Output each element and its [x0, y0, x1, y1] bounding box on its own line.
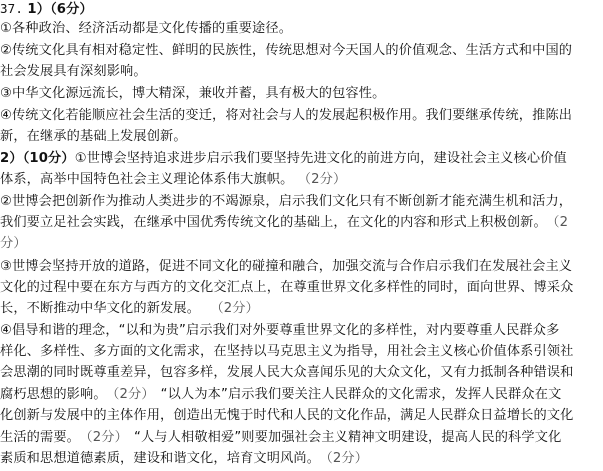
- q2-point-4-line-2: 样化、多样性、多方面的文化需求，在坚持以马克思主义为指导，用社会主义核心价值体系引领社: [0, 344, 574, 359]
- q2-point-1-score: （2分）: [297, 172, 347, 187]
- q2-point-1-text-2: 体系，高举中国特色社会主义理论体系伟大旗帜。: [0, 172, 294, 187]
- q2-point-2-text-2: 我们要立足社会实践，在继承中国优秀传统文化的基础上，在文化的内容和形式上积极创新。: [0, 215, 547, 230]
- q1-point-1: ①各种政治、经济活动都是文化传播的重要途径。: [0, 21, 293, 36]
- q2-point-1-text: ①世博会坚持追求进步启示我们要坚持先进文化的前进方向，建设社会主义核心价值: [74, 151, 567, 166]
- q2-point-2-line-2: [0, 212, 568, 233]
- q2-score-label: 2）（10分）: [0, 151, 75, 166]
- q2-point-1-line-1: [0, 148, 567, 169]
- q2-point-4-score-1: （2分）: [112, 387, 155, 402]
- q1-point-3: ③中华文化源远流长，博大精深，兼收并蓄，具有极大的包容性。: [0, 86, 386, 101]
- q2-point-4-line-6: [0, 427, 561, 448]
- q1-point-4-line-1: ④传统文化若能顺应社会生活的变迁，将对社会与人的发展起积极作用。我们要继承传统，推陈出: [0, 108, 573, 123]
- q2-point-4-line-5: 化创新与发展中的主体作用，创造出无愧于时代和人民的文化作品，满足人民群众日益增长的文化: [0, 408, 574, 423]
- q2-point-2-score-close: 分）: [0, 236, 27, 251]
- q2-point-4-score-2: （2分）: [86, 430, 128, 445]
- q2-point-2-line-1: ②世博会把创新作为推动人类进步的不竭源泉，启示我们文化只有不断创新才能充满生机和活力，: [0, 194, 573, 209]
- q2-point-3-score: （2分）: [210, 301, 259, 316]
- q2-point-4-line-4: [0, 384, 561, 405]
- question-number: 37.: [0, 1, 24, 16]
- q1-point-2-line-2: 社会发展具有深刻影响。: [0, 64, 147, 79]
- q2-point-4-line-3: 会思潮的同时既尊重差异，包容多样，发展人民大众喜闻乐见的大众文化，又有力抵制各种错误和: [0, 365, 574, 380]
- q2-point-4-score-3: （2分）: [326, 451, 369, 466]
- q2-point-4-text-4a: 腐朽思想的影响。: [0, 387, 107, 402]
- q2-point-4-text-4b: “以人为本”启示我们要关注人民群众的文化需求，发挥人民群众在文: [160, 387, 562, 402]
- q1-point-4-line-2: 新，在继承的基础上发展创新。: [0, 129, 187, 144]
- q2-point-3-line-3: [0, 298, 259, 319]
- q2-point-3-line-2: 文化的过程中要在东方与西方的文化交汇点上，在尊重世界文化多样性的同时，面向世界、博采众: [0, 280, 574, 295]
- q2-point-4-line-7: [0, 448, 368, 469]
- q2-point-4-text-6b: “人与人相敬相爱”则要加强社会主义精神文明建设，提高人民的科学文化: [133, 430, 562, 445]
- q1-heading: [0, 0, 93, 19]
- q2-point-4-text-7: 素质和思想道德素质，建设和谐文化，培育文明风尚。: [0, 451, 321, 466]
- q2-point-4-line-1: ④倡导和谐的理念，“以和为贵”启示我们对外要尊重世界文化的多样性，对内要尊重人民群众多: [0, 323, 560, 338]
- q2-point-3-text-3: 长，不断推动中华文化的新发展。: [0, 301, 201, 316]
- q2-point-3-line-1: ③世博会坚持开放的道路，促进不同文化的碰撞和融合，加强交流与合作启示我们在发展社会主义: [0, 259, 573, 274]
- q2-point-1-line-2: [0, 169, 346, 190]
- q1-point-2-line-1: ②传统文化具有相对稳定性、鲜明的民族性，传统思想对今天国人的价值观念、生活方式和中国的: [0, 43, 573, 58]
- q1-score-label: 1）（6分）: [27, 2, 93, 17]
- q2-point-2-score-open: （2: [552, 215, 569, 230]
- q2-point-4-text-6a: 生活的需要。: [0, 430, 81, 445]
